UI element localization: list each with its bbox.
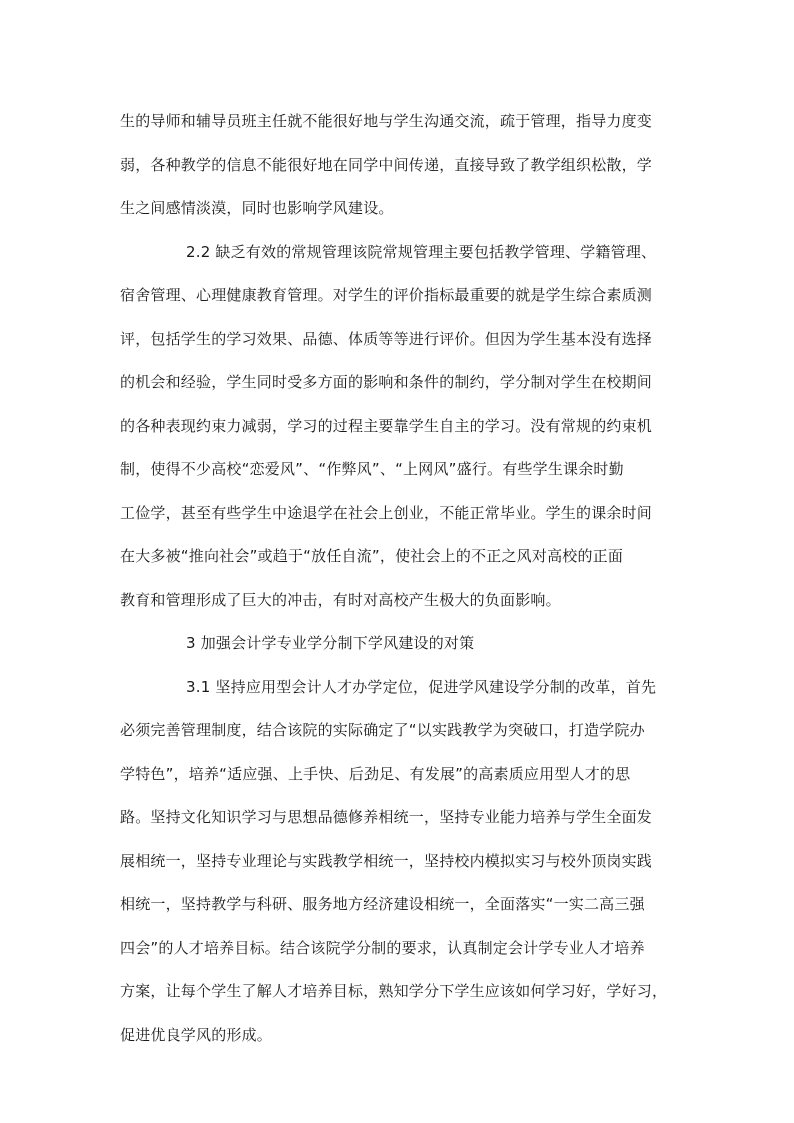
text-line: 生之间感情淡漠，同时也影响学风建设。 bbox=[120, 199, 394, 217]
text-line: 展相统一，坚持专业理论与实践教学相统一，坚持校内模拟实习与校外顶岗实践 bbox=[120, 851, 653, 870]
text-line: 路。坚持文化知识学习与思想品德修养相统一，坚持专业能力培养与学生全面发 bbox=[120, 808, 653, 826]
text-line: 工俭学，甚至有些学生中途退学在社会上创业，不能正常毕业。学生的课余时间 bbox=[120, 503, 653, 522]
text-line: 制，使得不少高校“恋爱风”、“作弊风”、“上网风”盛行。有些学生课余时勤 bbox=[120, 460, 624, 478]
text-line: 必须完善管理制度，结合该院的实际确定了“以实践教学为突破口，打造学院办 bbox=[120, 721, 645, 739]
text-line: 的机会和经验，学生同时受多方面的影响和条件的制约，学分制对学生在校期间 bbox=[120, 373, 653, 391]
text-line: 宿舍管理、心理健康教育管理。对学生的评价指标最重要的就是学生综合素质测 bbox=[120, 286, 653, 304]
text-line: 相统一，坚持教学与科研、服务地方经济建设相统一，全面落实“一实二高三强 bbox=[120, 895, 645, 913]
paragraph-start-line: 3 加强会计学专业学分制下学风建设的对策 bbox=[186, 634, 475, 652]
text-line: 四会”的人才培养目标。结合该院学分制的要求，认真制定会计学专业人才培养 bbox=[120, 938, 645, 957]
text-line: 弱，各种教学的信息不能很好地在同学中间传递，直接导致了教学组织松散，学 bbox=[120, 155, 653, 174]
text-line: 教育和管理形成了巨大的冲击，有时对高校产生极大的负面影响。 bbox=[120, 590, 561, 609]
paragraph-start-line: 2.2 缺乏有效的常规管理该院常规管理主要包括教学管理、学籍管理、 bbox=[186, 242, 657, 261]
text-line: 的各种表现约束力减弱，学习的过程主要靠学生自主的学习。没有常规的约束机 bbox=[120, 416, 653, 435]
text-line: 学特色”，培养“适应强、上手快、后劲足、有发展”的高素质应用型人才的思 bbox=[120, 764, 631, 783]
text-line: 在大多被“推向社会”或趋于“放任自流”，使社会上的不正之风对高校的正面 bbox=[120, 547, 624, 565]
paragraph-start-line: 3.1 坚持应用型会计人才办学定位，促进学风建设学分制的改革，首先 bbox=[186, 677, 657, 696]
text-line: 评，包括学生的学习效果、品德、体质等等进行评价。但因为学生基本没有选择 bbox=[120, 329, 653, 348]
text-line: 生的导师和辅导员班主任就不能很好地与学生沟通交流，疏于管理，指导力度变 bbox=[120, 112, 653, 130]
text-line: 方案，让每个学生了解人才培养目标，熟知学分下学生应该如何学习好，学好习， bbox=[120, 982, 668, 1000]
text-line: 促进优良学风的形成。 bbox=[120, 1025, 273, 1044]
